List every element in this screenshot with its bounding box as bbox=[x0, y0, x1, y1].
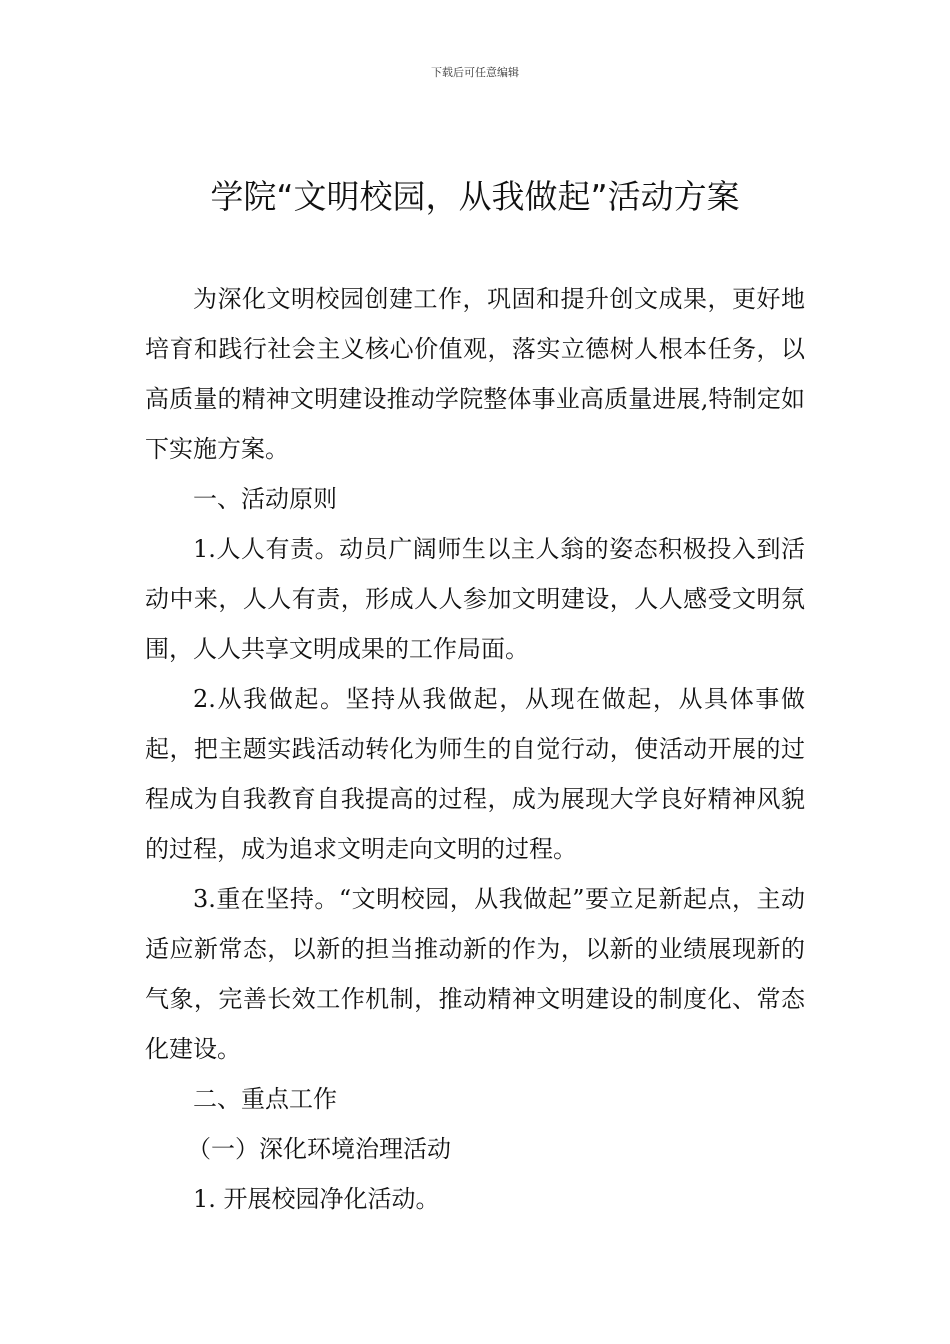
principle-2-paragraph: 2.从我做起。坚持从我做起，从现在做起，从具体事做起，把主题实践活动转化为师生的自觉行动，使活动开展的过程成为自我教育自我提高的过程，成为展现大学良好精神风貌的过程，成为追求文明走向文明的过程。 bbox=[145, 685, 805, 863]
intro-paragraph: 为深化文明校园创建工作，巩固和提升创文成果，更好地培育和践行社会主义核心价值观，落实立德树人根本任务，以高质量的精神文明建设推动学院整体事业高质量进展,特制定如下实施方案。 bbox=[145, 285, 805, 463]
section-heading-key-work: 二、重点工作 bbox=[193, 1085, 337, 1113]
item-1-paragraph: 1. 开展校园净化活动。 bbox=[193, 1185, 440, 1213]
principle-1-paragraph: 1.人人有责。动员广阔师生以主人翁的姿态积极投入到活动中来，人人有责，形成人人参加文明建设，人人感受文明氛围，人人共享文明成果的工作局面。 bbox=[145, 535, 805, 663]
section-heading-principles: 一、活动原则 bbox=[193, 485, 337, 513]
principle-3-paragraph: 3.重在坚持。“文明校园，从我做起”要立足新起点，主动适应新常态，以新的担当推动新的作为，以新的业绩展现新的气象，完善长效工作机制，推动精神文明建设的制度化、常态化建设。 bbox=[145, 885, 805, 1063]
subsection-heading-environment: （一）深化环境治理活动 bbox=[187, 1135, 451, 1163]
document-body bbox=[145, 274, 805, 1224]
document-title: 学院“文明校园，从我做起”活动方案 bbox=[210, 177, 740, 216]
header-note: 下载后可任意编辑 bbox=[431, 66, 519, 79]
